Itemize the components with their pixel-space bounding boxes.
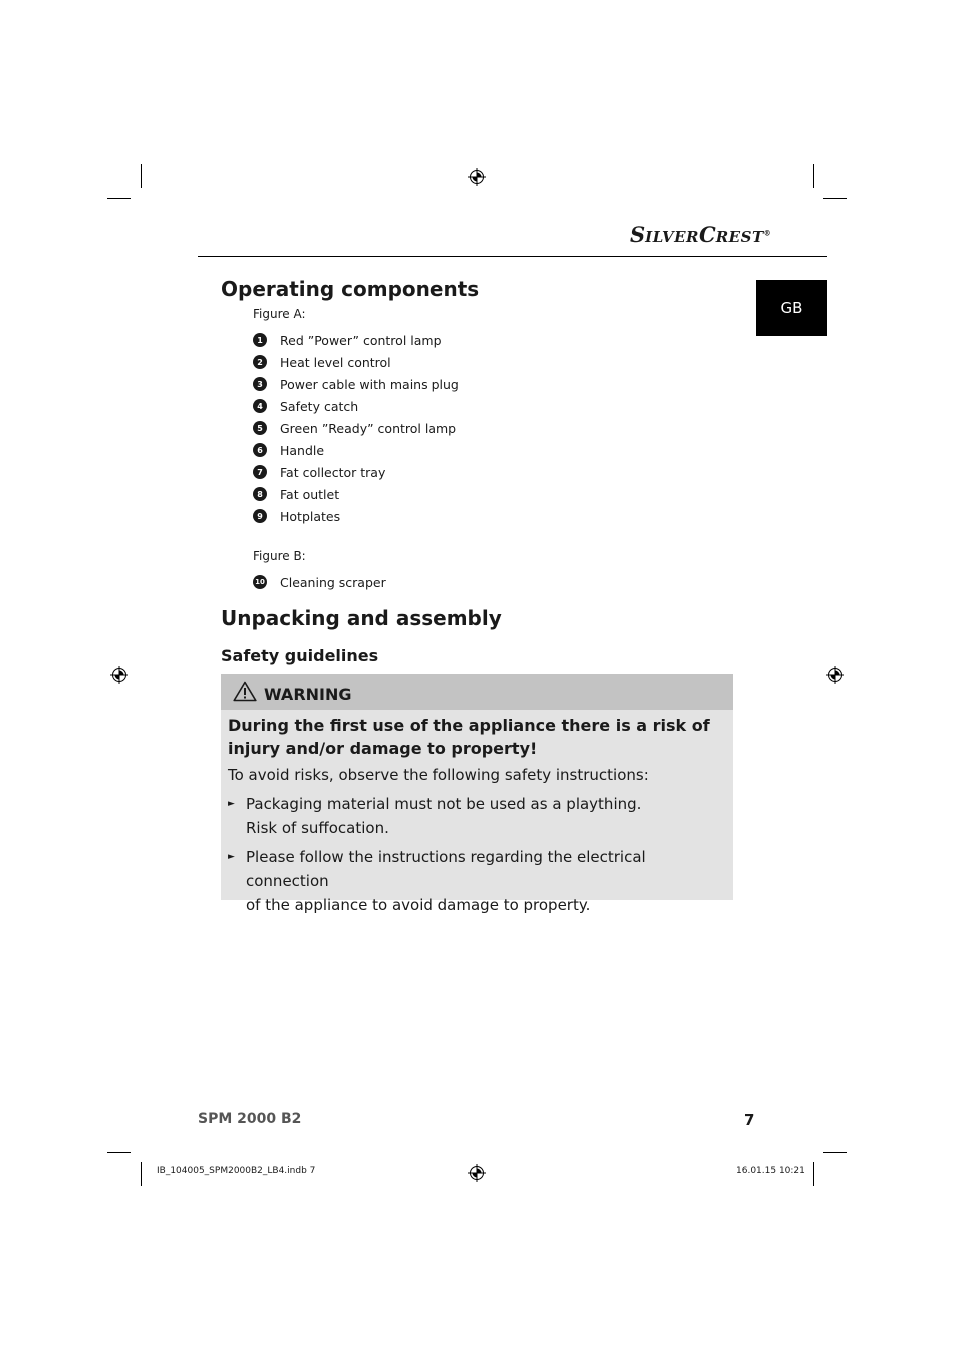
list-item-label: Safety catch: [280, 398, 359, 414]
print-slug-file: IB_104005_SPM2000B2_LB4.indb 7: [157, 1166, 316, 1176]
crop-mark: [813, 1162, 814, 1186]
number-badge: 3: [253, 377, 267, 391]
registration-mark-icon: [468, 168, 486, 186]
number-badge: 2: [253, 355, 267, 369]
list-item: [253, 461, 459, 483]
number-badge: 4: [253, 399, 267, 413]
bullet-line: Packaging material must not be used as a plaything.: [246, 795, 642, 813]
bullet-line: Please follow the instructions regarding the electrical connection: [246, 848, 646, 890]
crop-mark: [107, 198, 131, 199]
crop-mark: [107, 1152, 131, 1153]
component-list-figure-b: [253, 571, 386, 593]
brand-logo-letters: ILVER: [645, 228, 699, 246]
list-item: [253, 505, 459, 527]
list-item-label: Heat level control: [280, 354, 391, 370]
crop-mark: [823, 1152, 847, 1153]
brand-logo: [630, 222, 771, 248]
number-badge: 5: [253, 421, 267, 435]
crop-mark: [141, 164, 142, 188]
brand-logo-letter: C: [699, 222, 716, 247]
bullet-line: Risk of suffocation.: [246, 819, 389, 837]
list-item: [253, 439, 459, 461]
list-item: [253, 571, 386, 593]
language-tab: GB: [756, 280, 827, 336]
bullet-text: [246, 845, 726, 917]
warning-header: [221, 674, 733, 710]
list-item-label: Cleaning scraper: [280, 574, 386, 590]
bullet-text: [246, 792, 726, 840]
list-item-label: Hotplates: [280, 508, 341, 524]
list-item: [253, 351, 459, 373]
list-item: [253, 417, 459, 439]
list-item: [253, 373, 459, 395]
section-heading-operating-components: Operating components: [221, 277, 480, 301]
header-divider: [198, 256, 827, 257]
number-badge: 7: [253, 465, 267, 479]
list-item-label: Power cable with mains plug: [280, 376, 459, 392]
list-item: [253, 395, 459, 417]
warning-box: [221, 674, 733, 914]
brand-logo-letter: S: [630, 222, 646, 247]
brand-logo-letters: REST: [715, 228, 764, 246]
list-item: [253, 483, 459, 505]
registration-mark-icon: [110, 666, 128, 684]
footer-model-number: SPM 2000 B2: [198, 1111, 302, 1127]
crop-mark: [823, 198, 847, 199]
registration-mark-icon: [468, 1164, 486, 1182]
list-item-label: Green ”Ready” control lamp: [280, 420, 457, 436]
section-heading-unpacking: Unpacking and assembly: [221, 606, 502, 630]
bullet-line: of the appliance to avoid damage to property.: [246, 896, 591, 914]
bullet-arrow-icon: ►: [228, 799, 235, 809]
warning-lead-text: During the first use of the appliance there is a risk of injury and/or damage to property!: [228, 716, 710, 758]
warning-intro-text: To avoid risks, observe the following safety instructions:: [228, 766, 649, 784]
list-item-label: Handle: [280, 442, 325, 458]
list-item-label: Fat collector tray: [280, 464, 386, 480]
registered-trademark: ®: [763, 228, 771, 238]
number-badge: 10: [253, 575, 267, 589]
number-badge: 8: [253, 487, 267, 501]
crop-mark: [813, 164, 814, 188]
number-badge: 1: [253, 333, 267, 347]
bullet-arrow-icon: ►: [228, 852, 235, 862]
print-slug-date: 16.01.15 10:21: [736, 1166, 805, 1176]
subheading-safety-guidelines: Safety guidelines: [221, 646, 379, 665]
crop-mark: [141, 1162, 142, 1186]
page-number: 7: [744, 1111, 755, 1129]
warning-triangle-icon: [233, 681, 257, 702]
list-item-label: Red ”Power” control lamp: [280, 332, 442, 348]
component-list: [253, 329, 459, 527]
figure-b-label: Figure B:: [253, 549, 306, 563]
warning-title: WARNING: [264, 685, 352, 704]
list-item: [253, 329, 459, 351]
number-badge: 9: [253, 509, 267, 523]
list-item-label: Fat outlet: [280, 486, 340, 502]
number-badge: 6: [253, 443, 267, 457]
registration-mark-icon: [826, 666, 844, 684]
figure-a-label: Figure A:: [253, 307, 306, 321]
